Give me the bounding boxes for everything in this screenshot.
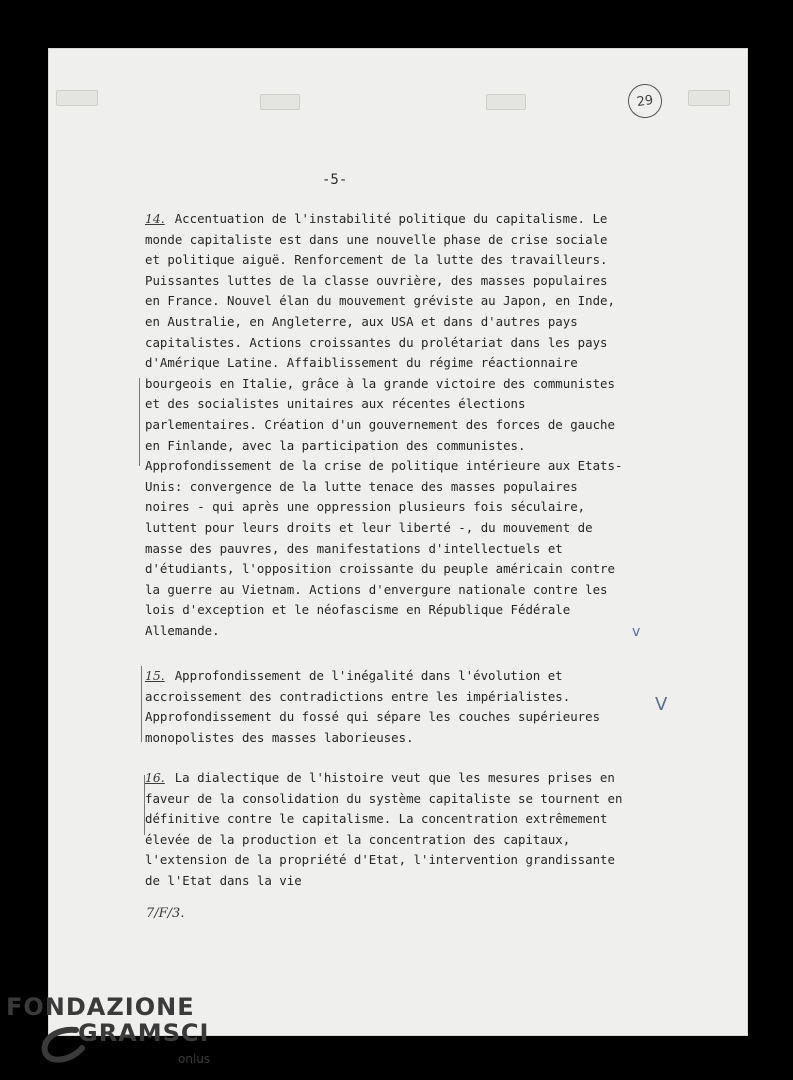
section-16 xyxy=(145,768,625,892)
watermark-line2: GRAMSCI xyxy=(78,1019,210,1047)
check-mark: V xyxy=(655,694,668,715)
section-text: Accentuation de l'instabilité politique du capitalisme. Le monde capitaliste est dans une nouvelle phase de crise sociale et politique aiguë. Renforcement de la lutte des travailleurs. Puissantes luttes de la classe ouvrière, des masses populaires en France. Nouvel élan du mouvement gréviste au Japon, en Inde, en Australie, en Angleterre, aux USA et dans d'autres pays capitalistes. Actions croissantes du prolétariat dans les pays d'Amérique Latine. Affaiblissement du régime réactionnaire bourgeois en Italie, grâce à la grande victoire des communistes et des socialistes unitaires aux récentes élections parlementaires. Création d'un gouvernement des forces de gauche en Finlande, avec la participation des communistes. Approfondissement de la crise de politique intérieure aux Etats-Unis: convergence de la lutte tenace des masses populaires noires - qui après une oppression plusieurs fois séculaire, luttent pour leurs droits et leur liberté -, du mouvement de masse des pauvres, des manifestations d'intellectuels et d'étudiants, l'opposition croissante du peuple américain contre la guerre au Vietnam. Actions d'envergure nationale contre les lois d'exception et le néofascisme en République Fédérale Allemande. xyxy=(145,211,623,638)
swoosh-icon xyxy=(36,1024,92,1064)
archive-number: 29 xyxy=(626,82,664,120)
tape-strip xyxy=(260,94,300,110)
footer-code: 7/F/3. xyxy=(146,906,185,921)
section-text: Approfondissement de l'inégalité dans l'évolution et accroissement des contradictions entre les impérialistes. Approfondissement du fossé qui sépare les couches supérieures monopolistes des masses laborieuses. xyxy=(145,668,601,745)
section-14 xyxy=(145,209,625,641)
tape-strip xyxy=(486,94,526,110)
section-number: 14. xyxy=(145,211,165,226)
section-paragraph xyxy=(145,666,625,748)
margin-line xyxy=(139,378,140,466)
watermark-suffix: onlus xyxy=(178,1052,211,1066)
tape-strip xyxy=(56,90,98,106)
page-number: -5- xyxy=(322,172,348,188)
section-15 xyxy=(145,666,625,748)
tape-strip xyxy=(688,90,730,106)
section-number: 15. xyxy=(145,668,165,683)
margin-line xyxy=(144,775,145,835)
margin-line xyxy=(141,666,142,742)
section-text: La dialectique de l'histoire veut que les mesures prises en faveur de la consolidation du système capitaliste se tournent en définitive contre le capitalisme. La concentration extrêmement élevée de la production et la concentration des capitaux, l'extension de la propriété d'Etat, l'intervention grandissante de l'Etat dans la vie xyxy=(145,770,623,888)
section-paragraph xyxy=(145,209,625,641)
watermark-line1: FONDAZIONE xyxy=(6,993,195,1021)
watermark-logo xyxy=(6,993,211,1066)
section-number: 16. xyxy=(145,770,165,785)
section-paragraph xyxy=(145,768,625,892)
check-mark: v xyxy=(632,624,641,640)
